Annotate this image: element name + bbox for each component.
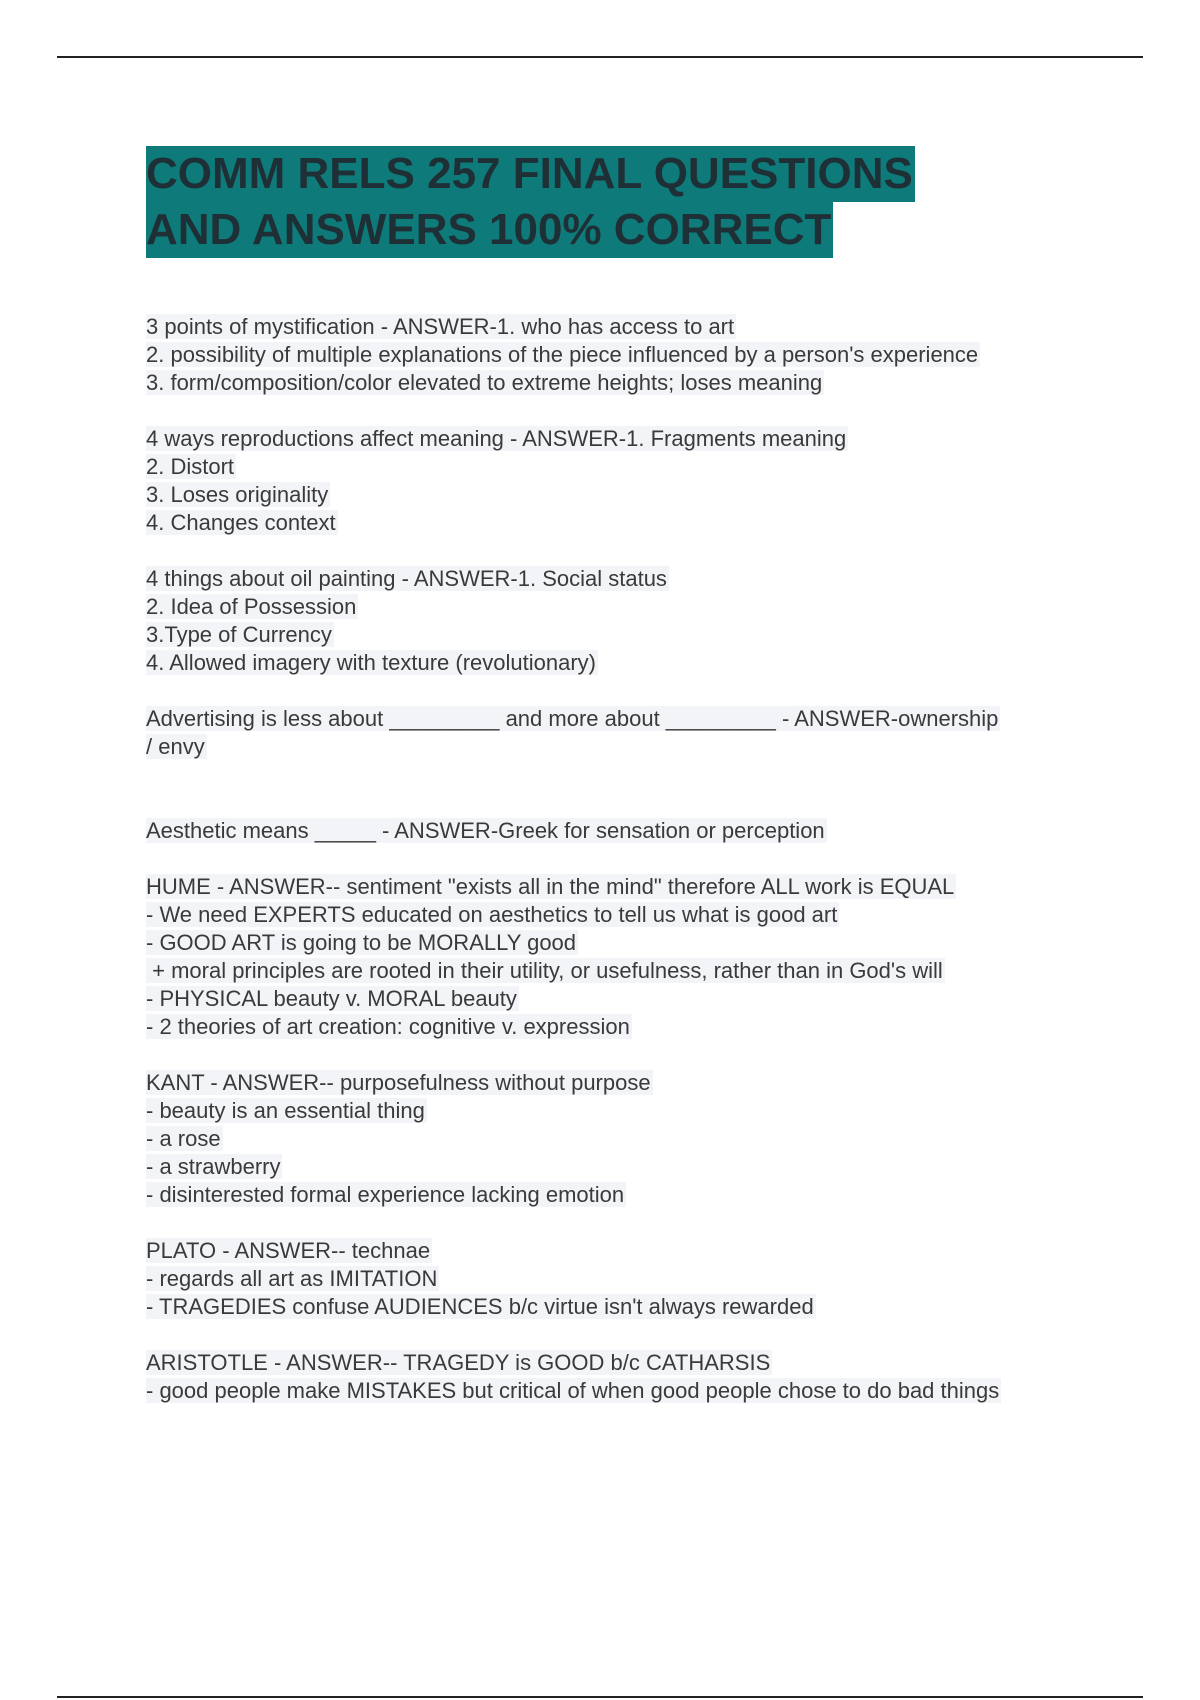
qa-plato <box>146 1237 1106 1321</box>
qa-line: - beauty is an essential thing <box>146 1098 425 1123</box>
qa-line: - good people make MISTAKES but critical of when good people chose to do bad things <box>146 1378 1000 1403</box>
document-title <box>146 146 1106 258</box>
qa-line: 3.Type of Currency <box>146 622 332 647</box>
qa-hume <box>146 873 1106 1041</box>
qa-line: 4. Allowed imagery with texture (revolutionary) <box>146 650 596 675</box>
qa-kant <box>146 1069 1106 1209</box>
qa-line: HUME - ANSWER-- sentiment "exists all in the mind" therefore ALL work is EQUAL <box>146 874 955 899</box>
qa-line: 4. Changes context <box>146 510 336 535</box>
title-line-2: AND ANSWERS 100% CORRECT <box>146 202 833 258</box>
qa-line: Aesthetic means _____ - ANSWER-Greek for sensation or perception <box>146 818 825 843</box>
qa-reproductions <box>146 425 1106 537</box>
qa-line: - disinterested formal experience lacking emotion <box>146 1182 625 1207</box>
document-body <box>146 313 1106 1433</box>
qa-line: 2. Idea of Possession <box>146 594 357 619</box>
qa-line: 3 points of mystification - ANSWER-1. who has access to art <box>146 314 735 339</box>
qa-line: / envy <box>146 734 205 759</box>
qa-line: - PHYSICAL beauty v. MORAL beauty <box>146 986 517 1011</box>
qa-line: ARISTOTLE - ANSWER-- TRAGEDY is GOOD b/c CATHARSIS <box>146 1350 771 1375</box>
qa-line: KANT - ANSWER-- purposefulness without purpose <box>146 1070 651 1095</box>
qa-aesthetic <box>146 817 1106 845</box>
qa-line: 4 ways reproductions affect meaning - ANSWER-1. Fragments meaning <box>146 426 847 451</box>
qa-line: - a rose <box>146 1126 221 1151</box>
bottom-rule <box>57 1696 1143 1698</box>
top-rule <box>57 56 1143 58</box>
qa-line: - a strawberry <box>146 1154 281 1179</box>
qa-mystification <box>146 313 1106 397</box>
qa-line: 4 things about oil painting - ANSWER-1. Social status <box>146 566 667 591</box>
qa-aristotle <box>146 1349 1106 1405</box>
qa-oil-painting <box>146 565 1106 677</box>
qa-advertising <box>146 705 1106 761</box>
qa-line: - TRAGEDIES confuse AUDIENCES b/c virtue isn't always rewarded <box>146 1294 814 1319</box>
title-line-1: COMM RELS 257 FINAL QUESTIONS <box>146 146 915 202</box>
qa-line: 2. Distort <box>146 454 235 479</box>
qa-line: - 2 theories of art creation: cognitive v. expression <box>146 1014 630 1039</box>
qa-line: + moral principles are rooted in their utility, or usefulness, rather than in God's will <box>146 958 943 983</box>
qa-line: PLATO - ANSWER-- technae <box>146 1238 431 1263</box>
qa-line: 3. form/composition/color elevated to extreme heights; loses meaning <box>146 370 823 395</box>
qa-line: 2. possibility of multiple explanations of the piece influenced by a person's experience <box>146 342 979 367</box>
qa-line: 3. Loses originality <box>146 482 329 507</box>
qa-line: - GOOD ART is going to be MORALLY good <box>146 930 577 955</box>
qa-line: - regards all art as IMITATION <box>146 1266 438 1291</box>
qa-line: Advertising is less about _________ and more about _________ - ANSWER-ownership <box>146 706 999 731</box>
qa-line: - We need EXPERTS educated on aesthetics to tell us what is good art <box>146 902 838 927</box>
